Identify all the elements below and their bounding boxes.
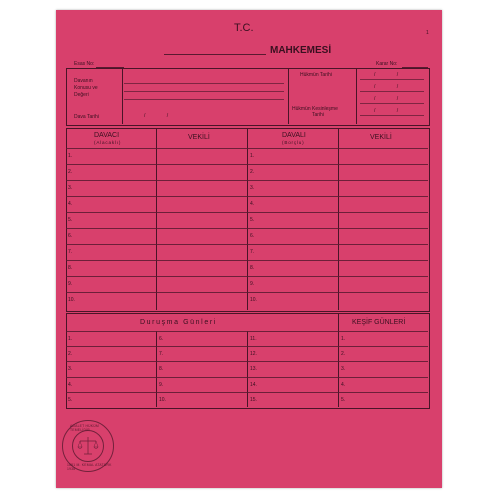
karar-no-label: Karar No: (376, 61, 398, 67)
hearing-col1-number: 4. (68, 381, 73, 388)
date-line-1 (360, 79, 424, 80)
davali-header: DAVALI (282, 132, 306, 139)
davali-row-number: 2. (250, 169, 255, 175)
davaci-row-number: 8. (68, 265, 73, 271)
davali-row-number: 7. (250, 249, 255, 255)
info-divider-left (122, 68, 123, 124)
parties-header-line (66, 148, 428, 149)
date-sep-4: / / (374, 108, 409, 114)
hearing-col2-number: 10. (159, 396, 166, 403)
seal-top-text: ADALET HÜKÜM TEMELİDİR (70, 424, 99, 432)
table-row (66, 212, 428, 213)
table-row (66, 392, 428, 393)
page-mark: 1 (426, 30, 429, 36)
davali-sub: (Borçlu) (282, 140, 305, 145)
mahkemesi-title: MAHKEMESİ (270, 45, 332, 56)
davali-row-number: 4. (250, 201, 255, 207)
hukmun-tarihi-label: Hükmün Tarihi (300, 72, 332, 78)
hearing-col1-number: 5. (68, 396, 73, 403)
vekili-header-1: VEKİLİ (188, 134, 210, 141)
hearing-col3-number: 12. (250, 351, 257, 358)
davali-row-number: 9. (250, 281, 255, 287)
davanin-label-3: Değeri (74, 92, 89, 98)
konu-line-1 (124, 83, 284, 84)
hearings-col-1 (156, 331, 157, 407)
date-sep-2: / / (374, 84, 409, 90)
vekili-header-2: VEKİLİ (370, 134, 392, 141)
davali-row-number: 10. (250, 297, 257, 303)
table-row (66, 260, 428, 261)
table-row (66, 346, 428, 347)
davaci-header: DAVACI (94, 132, 120, 139)
davaci-row-number: 2. (68, 169, 73, 175)
hearing-col1-number: 2. (68, 351, 73, 358)
hearing-col3-number: 15. (250, 396, 257, 403)
table-row (66, 361, 428, 362)
table-row (66, 196, 428, 197)
date-line-3 (360, 103, 424, 104)
davaci-sub: (Alacaklı) (94, 140, 122, 145)
table-row (66, 276, 428, 277)
date-sep-1: / / (374, 72, 409, 78)
table-row (66, 292, 428, 293)
dava-tarihi-label: Dava Tarihi (74, 114, 99, 120)
parties-col-1 (156, 128, 157, 310)
tc-title: T.C. (234, 22, 254, 34)
table-row (66, 180, 428, 181)
davaci-row-number: 10. (68, 297, 75, 303)
docket-folder (56, 10, 442, 488)
davaci-row-number: 6. (68, 233, 73, 239)
hearing-col1-number: 3. (68, 366, 73, 373)
konu-line-2 (124, 91, 284, 92)
davaci-row-number: 1. (68, 153, 73, 159)
hearing-col4-number: 5. (341, 396, 346, 403)
konu-line-3 (124, 99, 284, 100)
davanin-label-2: Konusu ve (74, 85, 98, 91)
date-line-4 (360, 115, 424, 116)
hearing-col3-number: 13. (250, 366, 257, 373)
hearing-col4-number: 2. (341, 351, 346, 358)
seal-bottom-text: 1881 M. KEMAL ATATÜRK 1938 (67, 463, 112, 471)
hearing-col2-number: 6. (159, 336, 164, 342)
table-row (66, 377, 428, 378)
date-sep-3: / / (374, 96, 409, 102)
davali-row-number: 1. (250, 153, 255, 159)
hearing-col4-number: 3. (341, 366, 346, 373)
davaci-row-number: 7. (68, 249, 73, 255)
hearings-header-line (66, 331, 428, 332)
hearings-col-2 (247, 331, 248, 407)
esas-no-label: Esas No: (74, 61, 95, 67)
durusma-header: Duruşma Günleri (140, 319, 217, 326)
davanin-label-1: Davanın (74, 78, 93, 84)
court-seal (62, 420, 114, 472)
table-row (66, 244, 428, 245)
parties-col-2 (247, 128, 248, 310)
parties-table (66, 128, 430, 312)
hukmun-kesinlesme-label-2: Tarihi (312, 112, 324, 118)
davaci-row-number: 5. (68, 217, 73, 223)
hearing-col4-number: 4. (341, 381, 346, 388)
davaci-row-number: 9. (68, 281, 73, 287)
kesif-header: KEŞİF GÜNLERİ (352, 319, 406, 326)
davali-row-number: 3. (250, 185, 255, 191)
davali-row-number: 8. (250, 265, 255, 271)
info-divider-mid (288, 68, 289, 124)
court-name-line (164, 54, 266, 55)
davali-row-number: 5. (250, 217, 255, 223)
davaci-row-number: 4. (68, 201, 73, 207)
hearing-col1-number: 1. (68, 336, 73, 342)
hearing-col4-number: 1. (341, 336, 346, 342)
hearing-col3-number: 11. (250, 336, 257, 342)
dava-tarihi-sep: / / (144, 113, 179, 119)
hukmun-kesinlesme-label-1: Hükmün Kesinleşme (292, 106, 338, 112)
hearings-col-3 (338, 313, 339, 407)
davaci-row-number: 3. (68, 185, 73, 191)
scales-icon (73, 431, 103, 461)
parties-col-3 (338, 128, 339, 310)
date-line-2 (360, 91, 424, 92)
seal-scales-icon (72, 430, 104, 462)
hearing-col2-number: 8. (159, 366, 164, 373)
davali-row-number: 6. (250, 233, 255, 239)
table-row (66, 164, 428, 165)
hearing-col3-number: 14. (250, 381, 257, 388)
table-row (66, 228, 428, 229)
hearing-col2-number: 7. (159, 351, 164, 358)
hearing-col2-number: 9. (159, 381, 164, 388)
info-divider-right (356, 68, 357, 124)
